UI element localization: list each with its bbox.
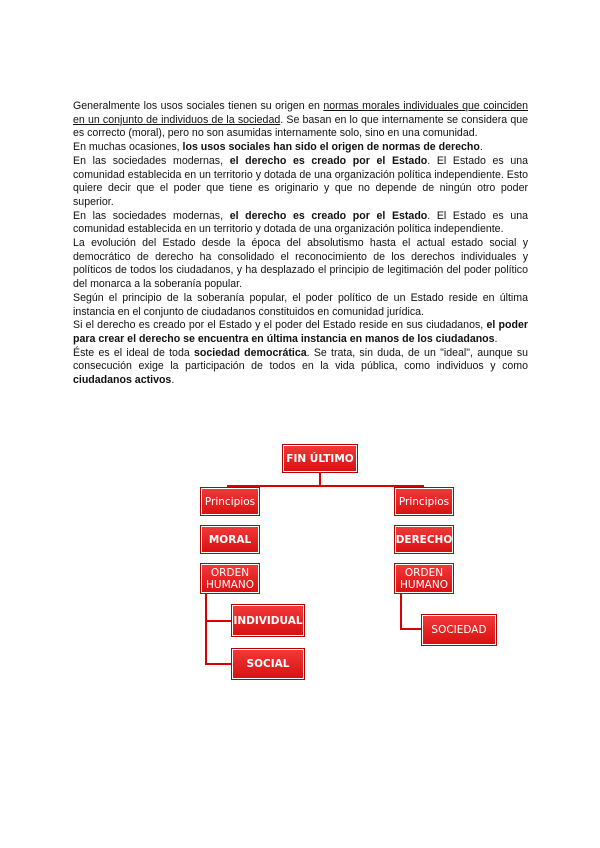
bold-phrase: ciudadanos activos [73, 374, 172, 387]
bold-phrase: el derecho es creado por el Estado [229, 154, 428, 167]
connector-left-social [205, 663, 232, 665]
connector-root-down [319, 472, 321, 486]
paragraph-2: En muchas ocasiones, los usos sociales han sido el origen de normas de derecho. [73, 141, 483, 154]
connector-left-trunk [205, 592, 207, 664]
bold-phrase: el derecho es creado por el Estado [229, 209, 428, 222]
paragraph-3: En las sociedades modernas, el derecho es creado por el Estado. El Estado es una comunidad establecida en un territorio y dotada de una organización política independiente. Esto quiere decir que el poder que tiene es originario y que no depende de ningún otro poder superior. [73, 154, 529, 208]
paragraph-7: Si el derecho es creado por el Estado y el poder del Estado reside en sus ciudadanos, el poder para crear el derecho se encuentra en última instancia en manos de los ciudadanos. [73, 319, 528, 345]
connector-right-trunk [400, 592, 402, 629]
paragraph-8: Éste es el ideal de toda sociedad democrática. Se trata, sin duda, de un "ideal", aunque su consecución exige la participación de todos en la vida pública, como individuos y como ciudadanos activos. [73, 346, 529, 387]
bold-phrase: los usos sociales han sido el origen de normas de derecho [182, 141, 480, 154]
node-fin-ultimo: FIN ÚLTIMO [282, 444, 358, 473]
bold-phrase: sociedad democrática [194, 346, 307, 359]
connector-right-sociedad [400, 628, 422, 630]
node-orden-humano-left: ORDEN HUMANO [200, 563, 260, 594]
underlined-phrase: normas morales individuales que coinciden en un conjunto de individuos de la sociedad [73, 100, 529, 126]
node-derecho: DERECHO [394, 525, 454, 554]
node-principios-left: Principios [200, 487, 260, 516]
node-social: SOCIAL [231, 648, 305, 680]
node-individual: INDIVIDUAL [231, 604, 305, 637]
paragraph-5: La evolución del Estado desde la época del absolutismo hasta el actual estado social y democrático de derecho ha consolidado el reconocimiento de los derechos individuales y políticos de todos los ciudadanos, y ha desplazado el principio de legitimación del poder político del monarca a la soberanía popular. [73, 237, 528, 291]
paragraph-6: Según el principio de la soberanía popular, el poder político de un Estado reside en última instancia en el conjunto de ciudadanos constituidos en comunidad jurídica. [73, 291, 528, 318]
node-sociedad: SOCIEDAD [421, 614, 497, 646]
paragraph-4: En las sociedades modernas, el derecho es creado por el Estado. El Estado es una comunidad establecida en un territorio y dotada de una organización política independiente. [73, 209, 529, 236]
bold-phrase: el poder para crear el derecho se encuentra en última instancia en manos de los ciudadanos [73, 319, 528, 345]
paragraph-1: Generalmente los usos sociales tienen su origen en normas morales individuales que coinciden en un conjunto de individuos de la sociedad. Se basan en lo que internamente se considera que es correcto (moral), pero no son asumidas internamente solo, sino en una comunidad. [73, 100, 529, 140]
node-principios-right: Principios [394, 487, 454, 516]
node-orden-humano-right: ORDEN HUMANO [394, 563, 454, 594]
connector-left-individual [205, 620, 232, 622]
node-moral: MORAL [200, 525, 260, 554]
